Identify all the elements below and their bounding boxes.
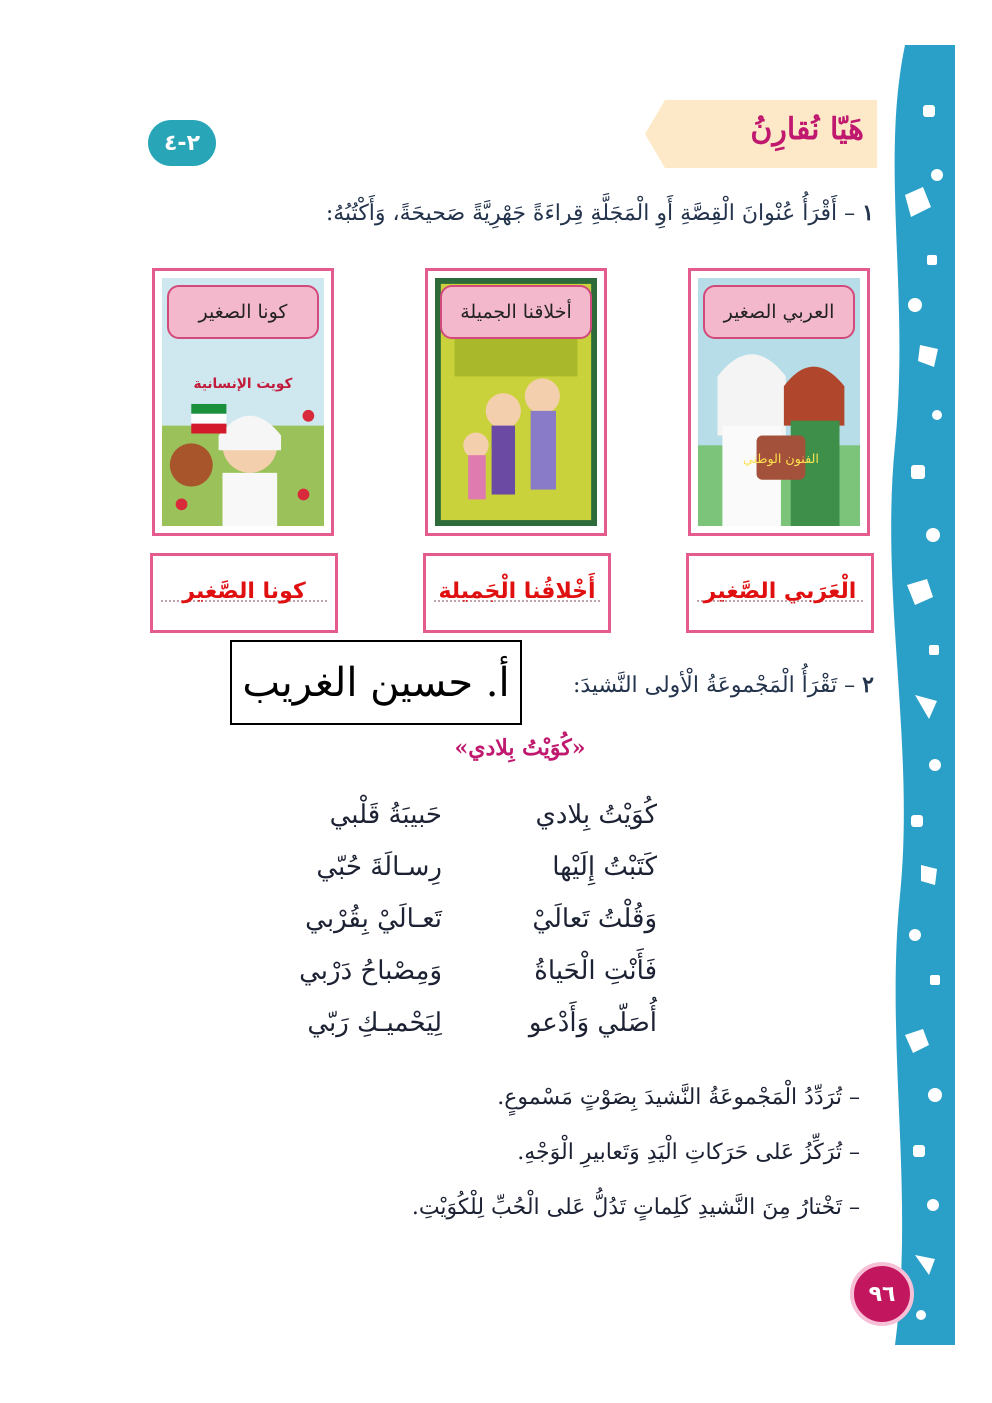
answer-box-2[interactable] [423,553,611,633]
teacher-name: أ. حسين الغريب [242,659,510,706]
poem-line-3-left: تَعـالَيْ بِقُرْبي [305,904,442,934]
answer-text-2: أَخْلاقُنا الْجَميلة [438,578,596,604]
poem-line-1-left: حَبيبَةُ قَلْبي [329,800,442,830]
bullet-2: – تُرَكِّزُ عَلى حَرَكاتِ الْيَدِ وَتَعابيرِ الْوَجْهِ. [517,1140,860,1165]
answer-text-3: كونا الصَّغير [182,578,306,604]
instruction-1 [326,200,874,226]
answer-box-3[interactable] [150,553,338,633]
teacher-name-box [230,640,522,725]
cover-1-art-text: الفنون الوطني [742,451,819,468]
poem-line-3-right: وَقُلْتُ تَعالَيْ [532,904,657,934]
answer-text-1: الْعَرَبي الصَّغير [703,578,857,604]
decorative-side-band [875,45,955,1345]
instruction-2-text: – تَقْرَأُ الْمَجْموعَةُ الْأولى النَّشيدَ: [572,673,856,698]
instruction-1-number: ١ [862,200,874,226]
cover-3-art-text: كويت الإنسانية [193,376,293,393]
cover-3-title-tag: كونا الصغير [167,285,319,339]
bullet-1: – تُرَدِّدُ الْمَجْموعَةُ النَّشيدَ بِصَوْتٍ مَسْموعٍ. [497,1085,860,1110]
instruction-1-text: – أَقْرَأُ عُنْوانَ الْقِصَّةِ أَوِ الْمَجَلَّةِ قِراءَةً جَهْرِيَّةً صَحيحَةً، وَأَكْتُبُهُ: [325,201,856,226]
cover-2-title-tag: أخلاقنا الجميلة [440,285,592,339]
section-number-badge: ٢-٤ [148,120,216,166]
poem-line-2-left: رِسـالَةَ حُبّي [316,852,442,882]
bullet-3: – تَخْتارُ مِنَ النَّشيدِ كَلِماتٍ تَدُلُّ عَلى الْحُبِّ لِلْكُوَيْتِ. [411,1195,860,1220]
poem-line-2-right: كَتَبْتُ إِلَيْها [552,852,657,882]
section-title: هَيّا نُقارِنُ [750,112,864,147]
cover-card-3 [152,268,334,536]
poem-line-5-left: لِيَحْميـكِ رَبّي [307,1008,442,1038]
instruction-2 [573,672,874,698]
poem-line-5-right: أُصَلّي وَأَدْعو [528,1008,657,1038]
cover-card-2 [425,268,607,536]
poem-line-4-right: فَأَنْتِ الْحَياةُ [534,956,657,986]
page-number: ٩٦ [850,1262,914,1326]
answer-box-1[interactable] [686,553,874,633]
cover-1-title-tag: العربي الصغير [703,285,855,339]
cover-card-1 [688,268,870,536]
poem-line-4-left: وَمِصْباحُ دَرْبي [299,956,442,986]
poem-line-1-right: كُوَيْتُ بِلادي [535,800,657,830]
poem-title: «كُوَيْتُ بِلادي» [454,735,586,761]
instruction-2-number: ٢ [862,672,874,698]
